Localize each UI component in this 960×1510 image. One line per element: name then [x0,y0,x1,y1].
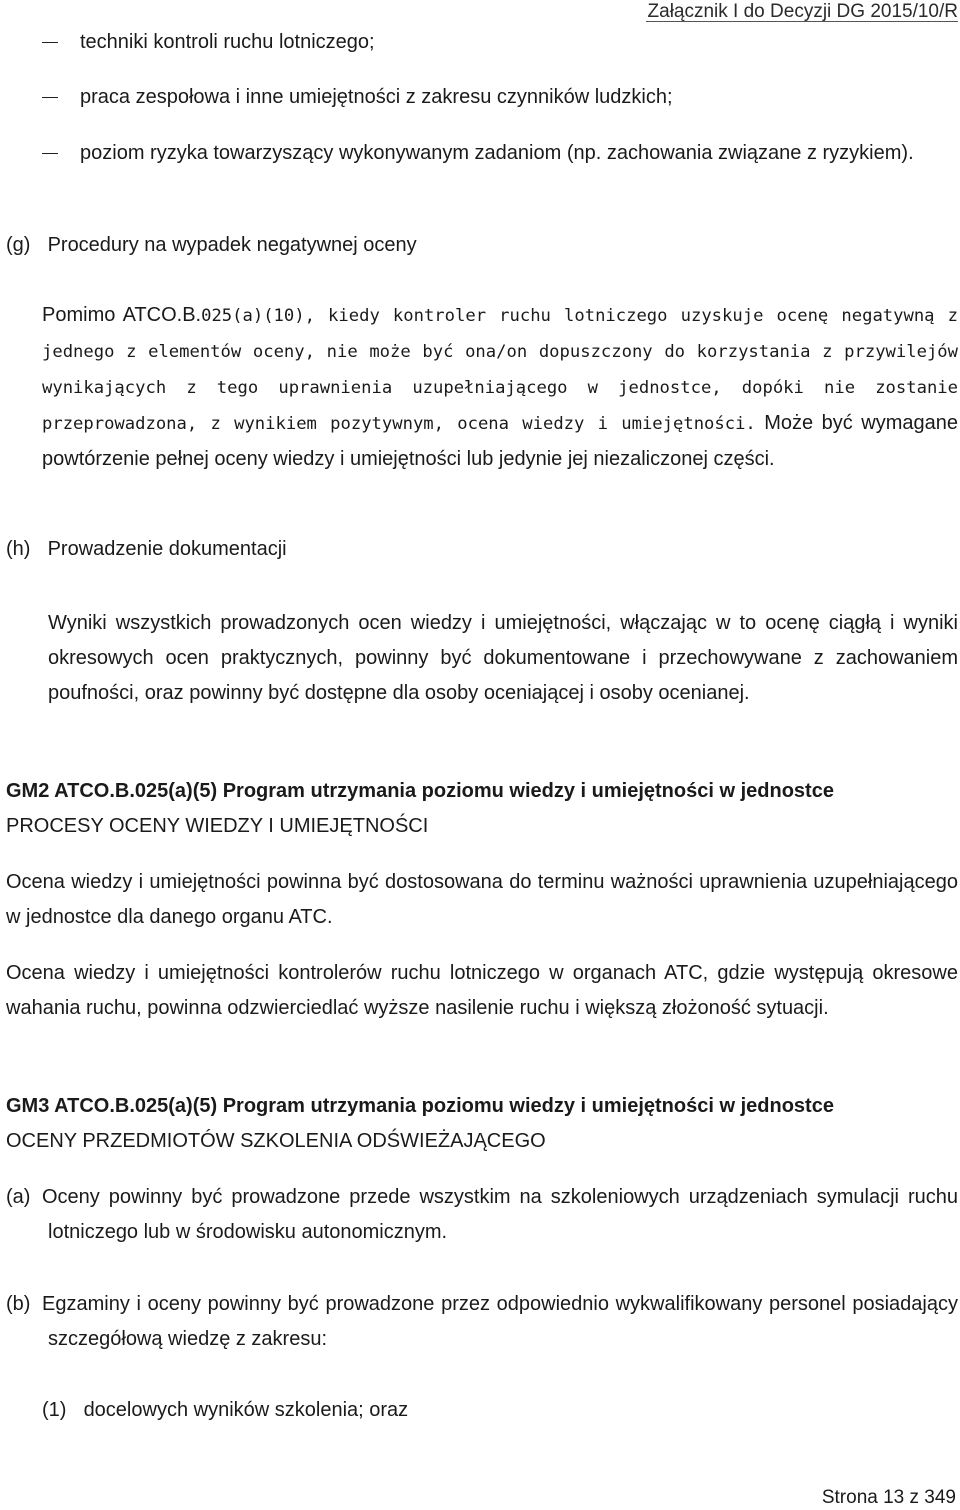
list-item [42,25,958,60]
item-text: Egzaminy i oceny powinny być prowadzone przez odpowiednio wykwalifikowany personel posiadający szczegółową wiedzę z zakresu: [42,1293,958,1350]
gm2-paragraph-2 [6,956,958,1026]
list-item [42,80,958,115]
gm3-subitem-1 [42,1393,942,1428]
section-label: (h) [6,538,31,560]
paragraph: Wyniki wszystkich prowadzonych ocen wiedzy i umiejętności, włączając w to ocenę ciągłą i wyniki okresowych ocen praktycznych, powinny być dokumentowane i przechowywane z zachowaniem poufności, oraz powinny być dostępne dla osoby oceniającej i osoby ocenianej. [48,612,958,704]
paragraph: Ocena wiedzy i umiejętności kontrolerów ruchu lotniczego w organach ATC, gdzie występują okresowe wahania ruchu, powinna odzwierciedlać wyższe nasilenie ruchu i większą złożoność sytuacji. [6,962,958,1019]
section-h-heading [6,532,906,567]
gm2-paragraph-1 [6,865,958,935]
list-item [42,136,958,171]
list-item-text: poziom ryzyka towarzyszący wykonywanym zadaniom (np. zachowania związane z ryzykiem). [80,142,914,164]
list-item [6,1180,958,1250]
section-g-body [42,298,958,477]
gm3-subtitle: OCENY PRZEDMIOTÓW SZKOLENIA ODŚWIEŻAJĄCEGO [6,1130,546,1152]
item-text: Oceny powinny być prowadzone przede wszystkim na szkoleniowych urządzeniach symulacji ruchu lotniczego lub w środowisku autonomicznym. [42,1186,958,1243]
paragraph-intro: Pomimo ATCO.B. [42,304,202,326]
section-heading-text: Procedury na wypadek negatywnej oceny [47,234,417,256]
section-label: (g) [6,234,31,256]
list-item [6,1287,958,1357]
item-label: (1) [42,1399,67,1421]
gm3-item-a [6,1180,958,1250]
item-label: (b) [6,1293,31,1315]
page-footer: Strona 13 z 349 [821,1487,956,1508]
paragraph [42,298,958,477]
list-item-text: praca zespołowa i inne umiejętności z zakresu czynników ludzkich; [80,86,673,108]
list-item-text: techniki kontroli ruchu lotniczego; [80,31,375,53]
section-heading-text: Prowadzenie dokumentacji [47,538,287,560]
page-header: Załącznik I do Decyzji DG 2015/10/R [647,1,958,22]
section-g-heading [6,228,906,263]
gm2-title: GM2 ATCO.B.025(a)(5) Program utrzymania poziomu wiedzy i umiejętności w jednostce [6,780,834,802]
paragraph: Ocena wiedzy i umiejętności powinna być dostosowana do terminu ważności uprawnienia uzupełniającego w jednostce dla danego organu ATC. [6,871,958,928]
item-label: (a) [6,1186,31,1208]
paragraph-tail: Może być wymagane powtórzenie pełnej oceny wiedzy i umiejętności lub jedynie jej niezaliczonej części. [42,412,958,470]
gm3-title: GM3 ATCO.B.025(a)(5) Program utrzymania poziomu wiedzy i umiejętności w jednostce [6,1095,834,1117]
paragraph-body: 025(a)(10), kiedy kontroler ruchu lotniczego uzyskuje ocenę negatywną z jednego z elementów oceny, nie może być ona/on dopuszczony do korzystania z przywilejów wynikających z tego uprawnienia uzupełniającego w jednostce, dopóki nie zostanie przeprowadzona, z wynikiem pozytywnym, ocena wiedzy i umiejętności. [42,306,958,434]
section-h-body [48,606,958,711]
gm2-subtitle: PROCESY OCENY WIEDZY I UMIEJĘTNOŚCI [6,815,429,837]
gm3-item-b [6,1287,958,1357]
item-text: docelowych wyników szkolenia; oraz [83,1399,409,1421]
